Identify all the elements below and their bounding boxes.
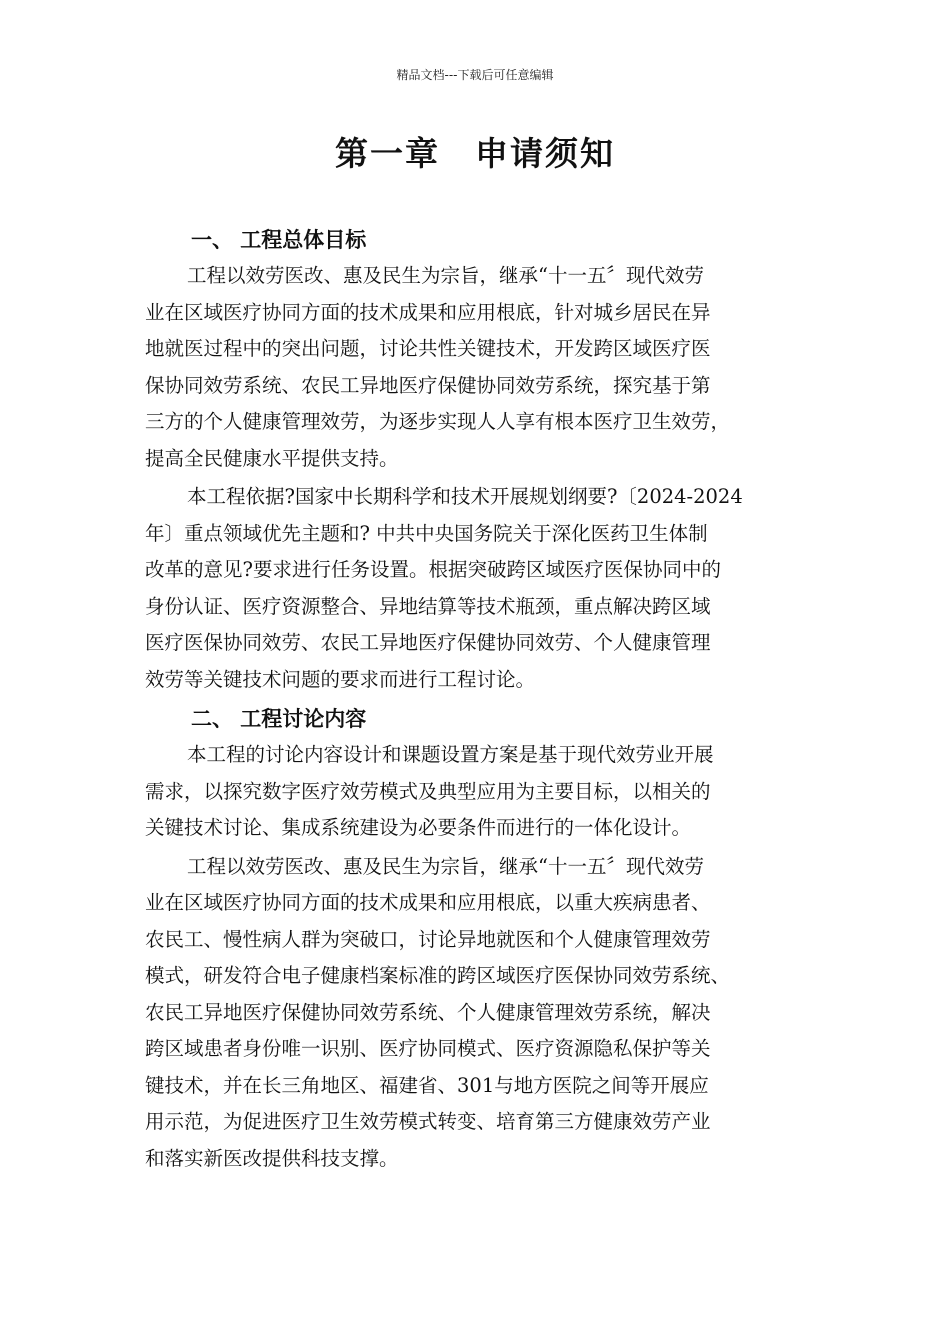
paragraph-line: 医疗医保协同效劳、农民工异地医疗保健协同效劳、个人健康管理 [145,631,711,654]
paragraph-line: 工程以效劳医改、惠及民生为宗旨，继承“十一五〞现代效劳 [187,264,704,287]
paragraph-line: 农民工、慢性病人群为突破口，讨论异地就医和个人健康管理效劳 [145,927,711,951]
paragraph-line: 效劳等关键技术问题的要求而进行工程讨论。 [145,667,536,691]
paragraph-line: 工程以效劳医改、惠及民生为宗旨，继承“十一五〞现代效劳 [187,854,704,878]
paragraph-line: 和落实新医改提供科技支撑。 [145,1146,399,1170]
section-heading-research: 二、 工程讨论内容 [191,707,367,731]
paragraph-line: 关键技术讨论、集成系统建设为必要条件而进行的一体化设计。 [145,816,692,839]
document-body [145,222,810,1177]
paragraph-line: 改革的意见?要求进行任务设置。根据突破跨区域医疗医保协同中的 [145,558,721,581]
section-heading-goals: 一、 工程总体目标 [191,228,367,252]
paragraph-goals-2 [145,479,810,698]
paragraph-line: 业在区域医疗协同方面的技术成果和应用根底，针对城乡居民在异 [145,300,711,324]
header-note: 精品文档---下载后可任意编辑 [396,68,554,82]
paragraph-line: 跨区域患者身份唯一识别、医疗协同模式、医疗资源隐私保护等关 [145,1037,711,1060]
paragraph-line: 用示范，为促进医疗卫生效劳模式转变、培育第三方健康效劳产业 [145,1110,711,1133]
paragraph-line: 模式，研发符合电子健康档案标准的跨区域医疗医保协同效劳系统、 [145,964,731,987]
paragraph-line: 业在区域医疗协同方面的技术成果和应用根底，以重大疾病患者、 [145,891,711,914]
paragraph-research-1 [145,737,810,847]
paragraph-line: 保协同效劳系统、农民工异地医疗保健协同效劳系统，探究基于第 [145,373,711,397]
paragraph-line: 农民工异地医疗保健协同效劳系统、个人健康管理效劳系统，解决 [145,1000,711,1024]
paragraph-line: 地就医过程中的突出问题，讨论共性关键技术，开发跨区域医疗医 [145,337,711,360]
paragraph-line: 提高全民健康水平提供支持。 [145,446,399,470]
paragraph-line: 本工程的讨论内容设计和课题设置方案是基于现代效劳业开展 [187,743,714,766]
paragraph-research-2 [145,849,810,1178]
paragraph-line: 本工程依据?国家中长期科学和技术开展规划纲要?〔2024-2024 [187,485,743,508]
paragraph-goals-1 [145,258,810,477]
paragraph-line: 年〕重点领域优先主题和? 中共中央国务院关于深化医药卫生体制 [145,521,708,545]
paragraph-line: 键技术，并在长三角地区、福建省、301与地方医院之间等开展应 [145,1073,709,1097]
paragraph-line: 三方的个人健康管理效劳，为逐步实现人人享有根本医疗卫生效劳， [145,410,731,433]
paragraph-line: 身份认证、医疗资源整合、异地结算等技术瓶颈，重点解决跨区域 [145,594,711,618]
paragraph-line: 需求，以探究数字医疗效劳模式及典型应用为主要目标，以相关的 [145,779,711,803]
chapter-title: 第一章 申请须知 [335,134,615,173]
